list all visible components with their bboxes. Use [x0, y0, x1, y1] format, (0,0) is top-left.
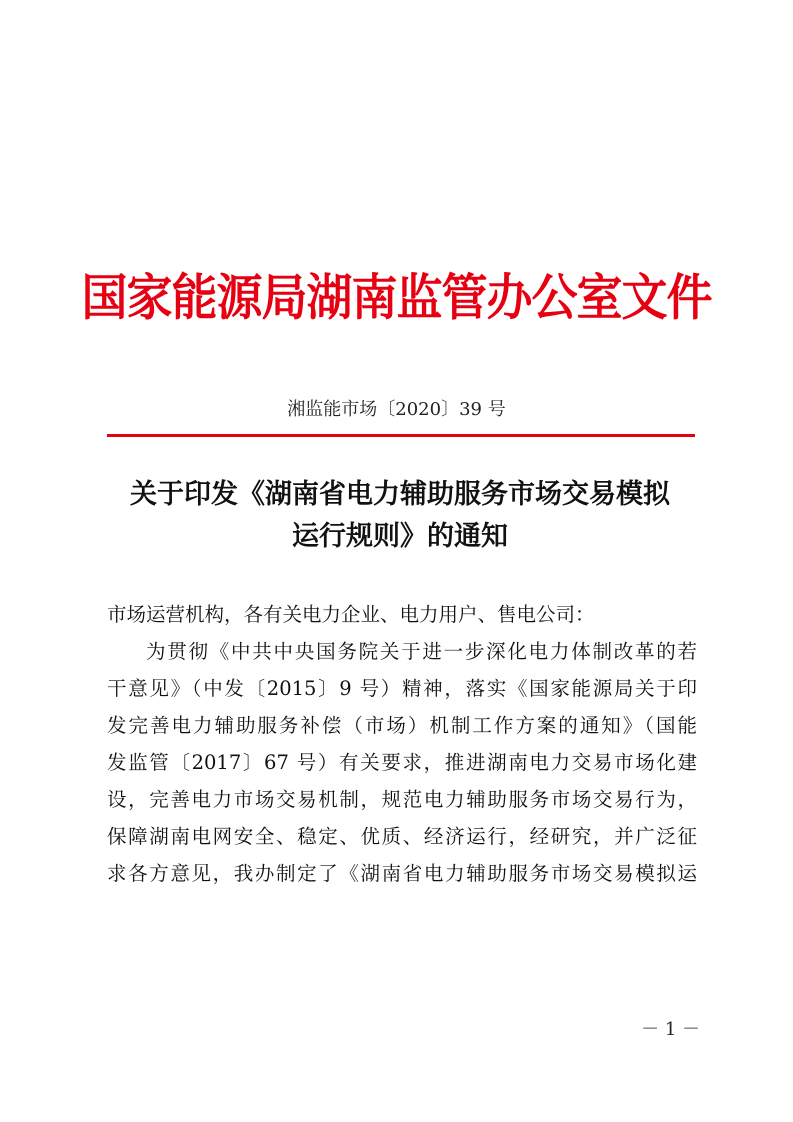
document-number: 湘监能市场〔2020〕39 号 — [287, 399, 506, 420]
notice-body — [107, 596, 697, 892]
body-line: 干意见》（中发〔2015〕9 号）精神，落实《国家能源局关于印 — [107, 677, 697, 700]
body-line: 保障湖南电网安全、稳定、优质、经济运行，经研究，并广泛征 — [107, 825, 697, 848]
notice-title-line-2: 运行规则》的通知 — [292, 521, 508, 552]
body-line: 求各方意见，我办制定了《湖南省电力辅助服务市场交易模拟运 — [107, 862, 697, 885]
addressee-line: 市场运营机构，各有关电力企业、电力用户、售电公司： — [107, 603, 595, 626]
red-divider-rule — [107, 434, 695, 437]
notice-title — [100, 474, 700, 558]
masthead-title: 国家能源局湖南监管办公室文件 — [81, 267, 712, 327]
page-number: － 1 － — [641, 1019, 700, 1040]
body-line: 为贯彻《中共中央国务院关于进一步深化电力体制改革的若 — [146, 640, 697, 663]
body-line: 设，完善电力市场交易机制，规范电力辅助服务市场交易行为， — [107, 788, 697, 811]
body-line: 发监管〔2017〕67 号）有关要求，推进湖南电力交易市场化建 — [107, 751, 697, 774]
notice-title-line-1: 关于印发《湖南省电力辅助服务市场交易模拟 — [130, 479, 670, 510]
body-line: 发完善电力辅助服务补偿（市场）机制工作方案的通知》（国能 — [107, 714, 697, 737]
